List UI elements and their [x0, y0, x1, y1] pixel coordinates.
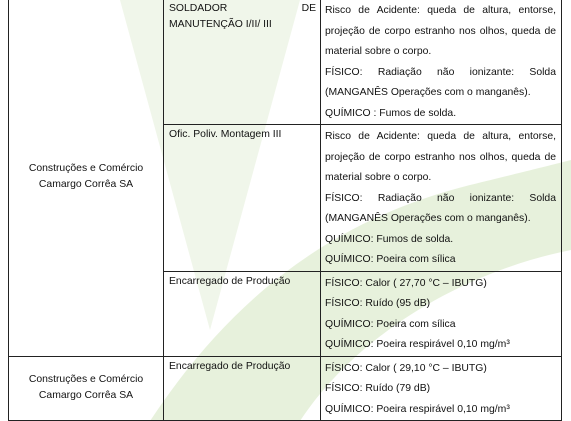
risk-line: material sobre o corpo.	[325, 46, 432, 57]
role-name: DE	[301, 3, 316, 14]
risk-line: FÍSICO: Ruído (79 dB)	[325, 383, 431, 394]
risk-line: FÍSICO: Ruído (95 dB)	[325, 298, 431, 309]
risk-line: FÍSICO: Radiação não ionizante: Solda	[325, 192, 556, 204]
risk-line: material sobre o corpo.	[325, 172, 432, 183]
risk-table	[8, 0, 562, 421]
table-row	[9, 356, 562, 421]
role-name: Ofic. Poliv. Montagem III	[169, 129, 282, 140]
role-cell	[164, 271, 321, 356]
company-name: Construções e Comércio Camargo Corrêa SA	[28, 163, 144, 191]
role-cell	[164, 125, 321, 272]
company-name: Construções e Comércio Camargo Corrêa SA	[28, 374, 144, 402]
role-name: SOLDADOR	[169, 3, 228, 14]
risk-line: (MANGANÊS Operações com o manganês).	[325, 213, 531, 224]
risk-line: projeção de corpo estranho nos olhos, queda de	[325, 151, 556, 163]
risk-line: QUÍMICO: Fumos de solda.	[325, 233, 454, 245]
role-name: Encarregado de Produção	[169, 275, 291, 287]
company-cell	[9, 356, 164, 421]
risk-line: QUÍMICO : Fumos de solda.	[325, 107, 457, 119]
risk-line: QUÍMICO: Poeira respirável 0,10 mg/m³	[325, 339, 510, 350]
role-cell	[164, 0, 321, 125]
risk-line: QUÍMICO: Poeira com sílica	[325, 318, 456, 330]
risk-line: Risco de Acidente: queda de altura, entorse,	[325, 5, 556, 16]
risks-cell	[321, 0, 562, 125]
risk-line: FÍSICO: Calor ( 27,70 °C – IBUTG)	[325, 277, 487, 289]
role-cell	[164, 356, 321, 421]
risk-line: QUÍMICO: Poeira com sílica	[325, 254, 456, 265]
role-name: MANUTENÇÃO I/II/ III	[169, 19, 272, 30]
risk-line: Risco de Acidente: queda de altura, entorse,	[325, 131, 556, 142]
risk-line: FÍSICO: Calor ( 29,10 °C – IBUTG)	[325, 362, 487, 374]
risk-line: (MANGANÊS Operações com o manganês).	[325, 87, 531, 98]
risks-cell	[321, 356, 562, 421]
risk-line: FÍSICO: Radiação não ionizante: Solda	[325, 66, 556, 78]
company-cell	[9, 0, 164, 356]
risks-cell	[321, 125, 562, 272]
role-name: Encarregado de Produção	[169, 360, 291, 372]
risk-line: projeção de corpo estranho nos olhos, queda de	[325, 25, 556, 37]
risks-cell	[321, 271, 562, 356]
risk-line: QUÍMICO: Poeira respirável 0,10 mg/m³	[325, 403, 510, 415]
table-row	[9, 0, 562, 125]
